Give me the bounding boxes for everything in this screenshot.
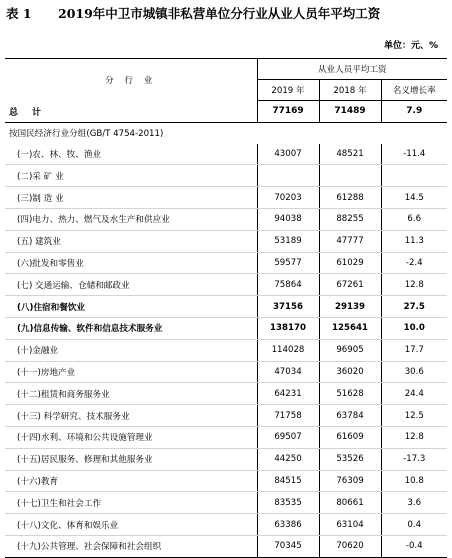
row-2019: 37156 [257, 296, 319, 318]
row-2019: 70345 [257, 535, 319, 557]
row-2019: 43007 [257, 144, 319, 165]
table-row [5, 165, 447, 187]
table-row [5, 492, 447, 514]
header-growth: 名义增长率 [381, 80, 447, 101]
table-row [5, 426, 447, 448]
row-growth: 12.8 [381, 274, 447, 296]
row-growth: -0.4 [381, 535, 447, 557]
row-label: (十五)居民服务、修理和其他服务业 [5, 448, 257, 470]
row-growth: 27.5 [381, 296, 447, 318]
row-2019: 75864 [257, 274, 319, 296]
row-label: (八)住宿和餐饮业 [5, 296, 257, 318]
row-label: (七) 交通运输、仓储和邮政业 [5, 274, 257, 296]
table-row [5, 383, 447, 405]
row-2018: 76309 [319, 470, 381, 492]
group-label: 按国民经济行业分组(GB/T 4754-2011) [9, 129, 164, 140]
row-label: (二)采 矿 业 [5, 165, 257, 187]
row-growth: 12.8 [381, 426, 447, 448]
table-row [5, 448, 447, 470]
table-row [5, 470, 447, 492]
row-2018: 67261 [319, 274, 381, 296]
row-2018: 70620 [319, 535, 381, 557]
row-2018: 63784 [319, 405, 381, 427]
row-2018: 61029 [319, 252, 381, 274]
table-row [5, 361, 447, 383]
row-growth: 10.8 [381, 470, 447, 492]
row-label: (三)制 造 业 [5, 187, 257, 209]
header-group: 从业人员平均工资 [257, 59, 447, 80]
row-label: (十四)水利、环境和公共设施管理业 [5, 426, 257, 448]
row-label: (十一)房地产业 [5, 361, 257, 383]
header-category: 分 行 业 [5, 59, 257, 101]
row-label: (五) 建筑业 [5, 230, 257, 252]
row-label: (十九)公共管理、社会保障和社会组织 [5, 535, 257, 557]
total-growth: 7.9 [381, 101, 447, 123]
table-row [5, 187, 447, 209]
table-row [5, 230, 447, 252]
row-2018: 80661 [319, 492, 381, 514]
row-2018: 48521 [319, 144, 381, 165]
row-growth: 0.4 [381, 514, 447, 536]
header-2018: 2018 年 [319, 80, 381, 101]
row-2019 [257, 165, 319, 187]
row-label: (十六)教育 [5, 470, 257, 492]
row-2018: 29139 [319, 296, 381, 318]
group-label-row [5, 122, 447, 143]
row-2018: 36020 [319, 361, 381, 383]
row-2018: 61609 [319, 426, 381, 448]
row-growth: -2.4 [381, 252, 447, 274]
row-2019: 138170 [257, 317, 319, 339]
row-label: (十八)文化、体育和娱乐业 [5, 514, 257, 536]
row-2018 [319, 165, 381, 187]
table-row [5, 208, 447, 230]
row-growth: 6.6 [381, 208, 447, 230]
row-growth [381, 165, 447, 187]
row-label: (十三) 科学研究、技术服务业 [5, 405, 257, 427]
header-row-1 [5, 59, 447, 80]
row-label: (十七)卫生和社会工作 [5, 492, 257, 514]
row-growth: 17.7 [381, 339, 447, 361]
row-growth: 14.5 [381, 187, 447, 209]
table-row [5, 535, 447, 557]
row-label: (十)金融业 [5, 339, 257, 361]
total-label: 总计 [5, 101, 257, 123]
row-growth: 10.0 [381, 317, 447, 339]
row-growth: 30.6 [381, 361, 447, 383]
row-2018: 53526 [319, 448, 381, 470]
total-row [5, 101, 447, 123]
table-row [5, 274, 447, 296]
header-2019: 2019 年 [257, 80, 319, 101]
row-2019: 83535 [257, 492, 319, 514]
table-title-text: 2019年中卫市城镇非私营单位分行业从业人员年平均工资 [58, 6, 381, 21]
table-row [5, 405, 447, 427]
total-2018: 71489 [319, 101, 381, 123]
row-label: (四)电力、热力、燃气及水生产和供应业 [5, 208, 257, 230]
row-label: (六)批发和零售业 [5, 252, 257, 274]
row-2019: 47034 [257, 361, 319, 383]
wage-table [5, 58, 447, 558]
unit-label: 单位：元、% [383, 41, 438, 51]
row-2018: 47777 [319, 230, 381, 252]
row-label: (一)农、林、牧、渔业 [5, 144, 257, 165]
row-2019: 64231 [257, 383, 319, 405]
row-growth: 12.5 [381, 405, 447, 427]
table-row [5, 144, 447, 165]
row-growth: -11.4 [381, 144, 447, 165]
table-number: 表 1 [6, 6, 32, 21]
row-2019: 84515 [257, 470, 319, 492]
row-growth: 11.3 [381, 230, 447, 252]
row-2019: 70203 [257, 187, 319, 209]
total-2019: 77169 [257, 101, 319, 123]
row-growth: -17.3 [381, 448, 447, 470]
row-2018: 88255 [319, 208, 381, 230]
row-2018: 63104 [319, 514, 381, 536]
table-row [5, 252, 447, 274]
row-2019: 114028 [257, 339, 319, 361]
row-2018: 125641 [319, 317, 381, 339]
row-label: (十二)租赁和商务服务业 [5, 383, 257, 405]
row-2018: 61288 [319, 187, 381, 209]
table-title [6, 4, 450, 22]
row-2019: 53189 [257, 230, 319, 252]
table-row [5, 317, 447, 339]
row-2019: 94038 [257, 208, 319, 230]
row-2019: 44250 [257, 448, 319, 470]
row-2018: 51628 [319, 383, 381, 405]
row-2019: 69507 [257, 426, 319, 448]
row-2018: 96905 [319, 339, 381, 361]
row-growth: 3.6 [381, 492, 447, 514]
row-2019: 59577 [257, 252, 319, 274]
row-label: (九)信息传输、软件和信息技术服务业 [5, 317, 257, 339]
table-row [5, 339, 447, 361]
row-growth: 24.4 [381, 383, 447, 405]
row-2019: 71758 [257, 405, 319, 427]
table-row [5, 296, 447, 318]
row-2019: 63386 [257, 514, 319, 536]
